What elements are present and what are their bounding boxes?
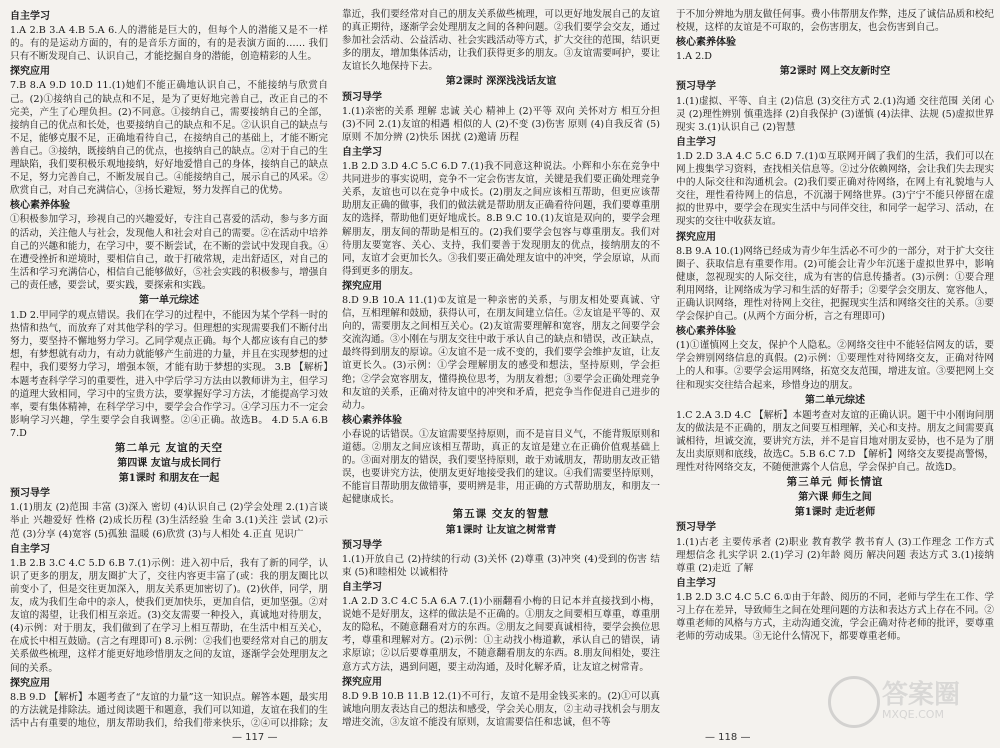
paragraph: 1.C 2.A 3.D 4.C 【解析】本题考查对友谊的正确认识。题干中小刚询问朋友的做法是不正确的，朋友之间要互相理解，关心和支持。朋友之间需要真诚相待，坦诚交流，要讲究方法，并不是盲目地对朋友妥协，也不是为了朋友出卖原则和底线，故选C。5.B 6.C 7.D 【解析】网络交友要提高警惕，理性对待网络交友，不随便泄露个人信息，学会保护自己。故选D。 <box>676 409 994 474</box>
paragraph: 1.(1)开放自己 (2)持续的行动 (3)关怀 (2)尊重 (3)冲突 (4)受到的伤害 结束 (5)和睦相处 以诚相待 <box>342 553 660 578</box>
column-middle <box>342 8 660 728</box>
paragraph: 1.A 2.B 3.A 4.B 5.A 6.人的潜能是巨大的，但每个人的潜能又是不一样的。有的是运动方面的，有的是音乐方面的，有的是表演方面的…… 我们只有不断发现自己、认识自己，才能挖掘自身的潜能，创造精彩的人生。 <box>10 25 328 63</box>
lesson-title: 第五课 交友的智慧 <box>452 508 550 521</box>
section-heading: 自主学习 <box>10 543 50 555</box>
paragraph: 1.(1)亲密的关系 理解 忠诚 关心 精神上 (2)平等 双向 关怀对方 相互分担 (3)不同 2.(1)友谊的相遇 相似的人 (2)不变 (3)伤害 原则 (4)自我反省 (5)原则 不加分辨 (2)快乐 困扰 (2)邀请 历程 <box>342 105 660 143</box>
unit-review-heading: 第一单元综述 <box>139 294 199 306</box>
unit-title: 第三单元 师长情谊 <box>786 476 884 489</box>
paragraph: 1.D 2.甲同学的观点错误。我们在学习的过程中，不能因为某个学科一时的热情和热气，而放弃了对其他学科的学习。但理想的实现需要我们不断付出努力，要坚持不懈地努力学习。乙同学观点正确。每个人都应该有自己的梦想，有梦想就有动力，有动力就能够产生前进的力量，并且在实现梦想的过程中，我们要努力学习，增强本领，才能有助于梦想的实现。 3.B 【解析】本题考查科学学习的重要性，进入中学后学习方法由以教师讲为主，但学习的道理大致相同，学习中的宝贵方法，要掌握好学习方法，才能提高学习效率，要有集体精神，在科学学习中，要学会合作学习。④学习压力不一定会影响学习兴趣，学生要学会自我调整。②④正确。故选B。 4.D 5.A 6.B 7.D <box>10 310 328 439</box>
section-heading: 核心素养体验 <box>10 200 70 212</box>
section-heading: 核心素养体验 <box>676 326 736 338</box>
class-period-title: 第1课时 和朋友在一起 <box>118 473 220 485</box>
paragraph: 8.B 9.A 10.(1)网络已经成为青少年生活必不可少的一部分，对于扩大交往圈子、获取信息有重要作用。(2)可能会让青少年沉迷于虚拟世界中，影响健康，忽视现实的人际交往，成为有害的信息传播者。(3)示例：①要合理利用网络，让网络成为学习和生活的好帮手；②要学会交朋友、宽容他人，正确认识网络，理性对待网上交往，把握现实生活和网络交往的关系。③要学会保护自己。(从两个方面分析，言之有理即可) <box>676 245 994 323</box>
section-heading: 探究应用 <box>342 676 382 688</box>
paragraph: 1.B 2.B 3.C 4.C 5.D 6.B 7.(1)示例：进入初中后，我有了新的同学，认识了更多的朋友，朋友圈扩大了，交往内容更丰富了(或：我的朋友圈比以前变小了，但是交往更加深入，朋友关系更加密切了)。(2)伙伴，同学，朋友，成为我们生命中的亲人，使我们更加快乐，更加自信，更加坚强。②对友谊的渴望，让我们相互亲近。(3)交友需要一种投入，真诚地对待朋友，(4)示例：对于朋友，我们做到了在学习上相互帮助，在生活中相互关心，在成长中相互鼓励。(言之有理即可) 8.示例：②我们也要经常对自己的朋友关系做些梳理，这样才能更好地珍惜朋友之间的友谊，逐渐学会处理朋友之间的关系。 <box>10 557 328 674</box>
paragraph: 于不加分辨地为朋友做任何事。费小伟帮朋友作弊，违反了诚信品质和校纪校规，这样的友谊是不可取的，会伤害朋友，也会伤害到自己。 <box>676 9 994 34</box>
paragraph: 1.B 2.D 3.D 4.C 5.C 6.D 7.(1)我不同意这种说法。小辉和小东在竞争中共同进步的事实说明，竞争不一定会伤害友谊，关键是我们要正确处理竞争关系，友谊也可以在竞争中成长。(2)朋友之间应该相互帮助，但更应该帮助朋友正确的做事，我们的做法就是帮助朋友正确看待问题，我们要尊重朋友的选择，帮助他们更好地成长。8.B 9.C 10.(1)友谊是双向的，要学会理解朋友，朋友间的帮助是相互的。(2)我们要学会包容与尊重朋友。我们对待朋友要宽容、关心、支持，我们要善于发现朋友的优点，接纳朋友的不同，友谊才会更加长久。③我们要正确处理友谊中的冲突，学会原谅，从而得到更多的朋友。 <box>342 161 660 277</box>
paragraph: 8.D 9.B 10.A 11.(1)①友谊是一种亲密的关系，与朋友相处要真诚、守信，互相理解和鼓励，获得认可，在朋友间建立信任。②友谊是平等的、双向的，需要朋友之间相互关心。(2)友谊需要理解和宽容，朋友之间要学会交流沟通。③小刚在与朋友交往中敢于承认自己的缺点和错误，改正缺点，最终得到朋友的原谅。④友谊不是一成不变的，我们要学会维护友谊，让友谊更长久。(3)示例：①学会理解朋友的感受和想法，坚持原则，学会拒绝；②学会宽容朋友，懂得换位思考，为朋友着想；③要学会正确处理竞争和友谊的关系，正确对待友谊中的冲突和矛盾，把竞争当作促进自己进步的动力。 <box>342 294 660 411</box>
section-heading: 自主学习 <box>676 136 716 148</box>
paragraph: 小春说的话错误。①友谊需要坚持原则，而不是盲目义气，不能背叛原则和道德。②朋友之间应该相互帮助，真正的友谊是建立在正确价值观基础上的。③面对朋友的错误，我们要坚持原则，敢于劝诫朋友，帮助朋友改正错误，也要讲究方法，使朋友更好地接受我们的建议。④我们需要坚持原则，不能盲目帮助朋友做错事，要明辨是非，用正确的方式帮助朋友，和朋友一起健康成长。 <box>342 428 660 506</box>
paragraph: 8.D 9.B 10.B 11.B 12.(1)不可行，友谊不是用金钱买来的。(2)①可以真诚地向朋友表达自己的想法和感受，学会关心朋友，②主动寻找机会与朋友增进交流，③友谊不能没有原则，友谊需要信任和忠诚，但不等 <box>342 690 660 728</box>
paragraph: 1.(1)古老 主要传承者 (2)职业 教育教学 教书育人 (3)工作理念 工作方式 理想信念 扎实学识 2.(1)学习 (2)年龄 阅历 解决问题 表达方式 3.(1)接纳 尊重 (2)走近 了解 <box>676 536 994 574</box>
section-heading: 核心素养体验 <box>676 37 736 49</box>
page-number-right: — 118 — <box>705 732 751 743</box>
section-heading: 自主学习 <box>676 577 716 589</box>
section-heading: 预习导学 <box>676 522 716 534</box>
paragraph: ①积极参加学习，珍视自己的兴趣爱好，专注自己喜爱的活动，参与多方面的活动，关注他人与社会，发现他人和社会对自己的需要。②在活动中培养自己的兴趣和能力，在学习中，要不断尝试，在不断的尝试中发现自我。④在遭受挫折和逆境时，要相信自己，敢于打破常规，走出舒适区，对自己的生活和学习充满信心，相信自己能够做好，⑤社会实践的积极参与，增强自己的责任感，要尝试，要实践，要探索和实践。 <box>10 214 328 291</box>
paragraph: 1.(1)朋友 (2)范围 丰富 (3)深入 密切 (4)认识自己 (2)学会处理 2.(1)言谈举止 兴趣爱好 性格 (2)成长历程 (3)生活经验 生命 3.(1)关注 尝试 (2)示范 (3)分享 (4)宽容 (5)孤独 温暖 (6)欣赏 (3)与人相处 4.正直 见识广 <box>10 502 328 540</box>
section-heading: 探究应用 <box>10 677 50 689</box>
page-number-left: — 117 — <box>232 732 278 743</box>
paragraph: (1)①谨慎网上交友，保护个人隐私。②网络交往中不能轻信网友的话，要学会辨别网络信息的真假。(2)示例：①要理性对待网络交友，正确对待网上的人和事。②要学会运用网络，拓宽交友范围，增进友谊。③要把网上交往和现实交往结合起来，珍惜身边的朋友。 <box>676 340 994 391</box>
column-right <box>676 8 994 728</box>
section-heading: 探究应用 <box>342 280 382 292</box>
section-heading: 预习导学 <box>676 81 716 93</box>
section-heading: 探究应用 <box>10 66 50 78</box>
paragraph: 1.(1)虚拟、平等、自主 (2)信息 (3)交往方式 2.(1)沟通 交往范围 关闭 心灵 (2)理性辨别 慎重选择 (2)自我保护 (3)谨慎 (4)法律、法规 (5)虚拟世界 现实 3.(1)认识自己 (2)智慧 <box>676 95 994 133</box>
watermark-logo <box>828 670 978 734</box>
class-period-title: 第2课时 网上交友新时空 <box>779 66 891 78</box>
paragraph: 1.B 2.D 3.C 4.C 5.C 6.①由于年龄、阅历的不同，老师与学生在工作、学习上存在差异，导致师生之间在处理问题的方法和表达方式上存在不同。②尊重老师的风格与方式，主动沟通交流，学会正确对待老师的批评，要尊重老师的劳动成果。③无论什么情况下，都要尊重老师。 <box>676 591 994 643</box>
paragraph: 1.A 2.D 3.C 4.C 5.A 6.A 7.(1)小丽翻看小梅的日记本并直接找到小梅，说她不是好朋友，这样的做法是不正确的。①朋友之间要相互尊重，尊重朋友的隐私，不随意翻看对方的东西。②朋友之间要真诚相待，要学会换位思考，尊重和理解对方。(2)示例：①主动找小梅道歉，承认自己的错误，请求原谅；②以后要尊重朋友，不随意翻看朋友的东西。8.朋友间相处，要注意方式方法，遇到问题，要主动沟通，及时化解矛盾，让友谊之树常青。 <box>342 596 660 673</box>
section-heading: 探究应用 <box>676 231 716 243</box>
unit-review-heading: 第二单元综述 <box>805 394 865 406</box>
watermark-text: 答案圈 <box>882 680 961 710</box>
section-heading: 自主学习 <box>10 11 50 22</box>
section-heading: 自主学习 <box>342 146 382 158</box>
watermark-url: MXQE.COM <box>882 708 944 721</box>
class-period-title: 第1课时 走近老师 <box>794 507 876 519</box>
class-period-title: 第1课时 让友谊之树常青 <box>445 524 557 536</box>
paragraph: 1.D 2.D 3.A 4.C 5.C 6.D 7.(1)①互联网开阔了我们的生活，我们可以在网上搜集学习资料，查找相关信息等。②过分依赖网络，会让我们失去现实中的人际交往和沟通机会。(2)我们要正确对待网络，在网上有礼貌地与人交往，理性看待网上的信息，不沉溺于网络世界。(3)宁宁不能只停留在虚拟的世界中，要学会在现实生活中与同伴交往，和同学一起学习、活动，在现实的交往中收获友谊。 <box>676 150 994 228</box>
paragraph: 靠近，我们要经常对自己的朋友关系做些梳理，可以更好地发展自己的友谊的真正期待，逐渐学会处理朋友之间的各种问题。②我们要学会交友，通过参加社会活动、公益活动、社会实践活动等方式，扩大交往的范围，结识更多的朋友，增加集体活动，让我们获得更多的朋友。③友谊需要呵护，要让友谊长久地保持下去。 <box>342 9 660 73</box>
paragraph: 7.B 8.A 9.D 10.D 11.(1)她们不能正确地认识自己，不能接纳与欣赏自己。(2)①接纳自己的缺点和不足，是为了更好地完善自己，改正自己的不完美，产生了心理负担。(2)不同意。①接纳自己，需要接纳自己的全部，接纳自己的优点和长处，也要接纳自己的缺点和不足。②认识自己的缺点与不足，能够克服不足，正确地看待自己，在接纳自己的基础上，才能不断完善自己。③接纳，既接纳自己的优点，也接纳自己的缺点。②对于自己的生理缺陷，我们要积极乐观地接纳，好好地爱惜自己的身体，接纳自己的缺点不足，努力完善自己，不断发展自己。④能接纳自己，展示自己的风采。②欣赏自己，对自己充满信心，③扬长避短，努力发挥自己的优势。 <box>10 80 328 197</box>
unit-title: 第二单元 友谊的天空 <box>114 442 224 454</box>
watermark-circle-icon <box>828 676 880 728</box>
section-heading: 预习导学 <box>10 488 50 500</box>
section-heading: 预习导学 <box>342 539 382 551</box>
paragraph: 8.B 9.D 【解析】本题考查了“友谊的力量”这一知识点。解答本题，最实用的方法就是排除法。通过阅读题干和题意，我们可以知道，友谊在我们的生活中占有重要的地位，朋友帮助我们，给我们带来快乐，②④可以排除；友 <box>10 691 328 728</box>
paragraph: 1.A 2.D <box>676 51 712 63</box>
lesson-title: 第四课 友谊与成长同行 <box>117 458 221 470</box>
section-heading: 自主学习 <box>342 581 382 593</box>
class-period-title: 第2课时 深深浅浅话友谊 <box>445 76 557 88</box>
lesson-title: 第六课 师生之间 <box>798 492 872 504</box>
column-left <box>10 8 328 728</box>
section-heading: 核心素养体验 <box>342 414 402 426</box>
section-heading: 预习导学 <box>342 91 382 103</box>
